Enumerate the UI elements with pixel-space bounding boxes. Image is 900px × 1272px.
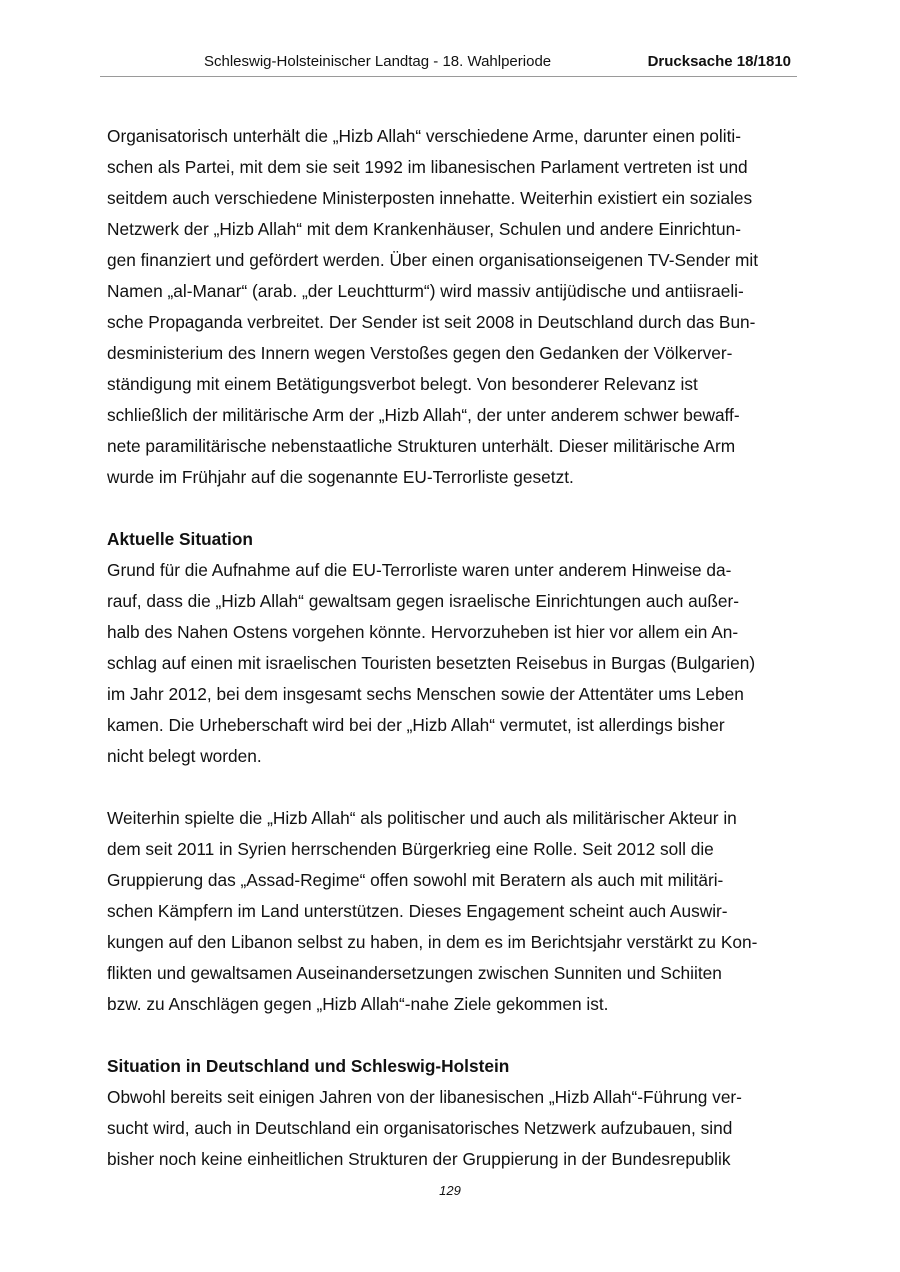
section-deutschland xyxy=(107,1051,797,1175)
text-line: Grund für die Aufnahme auf die EU-Terrorliste waren unter anderem Hinweise da- xyxy=(107,560,732,580)
paragraph-spacer xyxy=(107,1020,797,1051)
text-line: kungen auf den Libanon selbst zu haben, in dem es im Berichtsjahr verstärkt zu Kon- xyxy=(107,932,758,952)
text-line: Namen „al-Manar“ (arab. „der Leuchtturm“) wird massiv antijüdische und antiisraeli- xyxy=(107,281,744,301)
paragraph-syrien xyxy=(107,803,797,1020)
page-number: 129 xyxy=(439,1183,461,1198)
text-line: rauf, dass die „Hizb Allah“ gewaltsam gegen israelische Einrichtungen auch außer- xyxy=(107,591,740,611)
paragraph-organisation xyxy=(107,121,797,493)
section-aktuelle-situation xyxy=(107,524,797,772)
text-line: kamen. Die Urheberschaft wird bei der „Hizb Allah“ vermutet, ist allerdings bisher xyxy=(107,715,725,735)
text-line: Organisatorisch unterhält die „Hizb Allah“ verschiedene Arme, darunter einen politi- xyxy=(107,126,741,146)
paragraph-spacer xyxy=(107,493,797,524)
text-line: ständigung mit einem Betätigungsverbot belegt. Von besonderer Relevanz ist xyxy=(107,374,698,394)
page-header xyxy=(100,50,797,77)
text-line: Netzwerk der „Hizb Allah“ mit dem Krankenhäuser, Schulen und andere Einrichtun- xyxy=(107,219,741,239)
text-line: bzw. zu Anschlägen gegen „Hizb Allah“-nahe Ziele gekommen ist. xyxy=(107,994,609,1014)
text-line: im Jahr 2012, bei dem insgesamt sechs Menschen sowie der Attentäter ums Leben xyxy=(107,684,744,704)
text-line: schlag auf einen mit israelischen Touristen besetzten Reisebus in Burgas (Bulgarien) xyxy=(107,653,756,673)
text-line: nicht belegt worden. xyxy=(107,746,262,766)
text-line: halb des Nahen Ostens vorgehen könnte. Hervorzuheben ist hier vor allem ein An- xyxy=(107,622,739,642)
text-line: nete paramilitärische nebenstaatliche Strukturen unterhält. Dieser militärische Arm xyxy=(107,436,736,456)
text-line: schließlich der militärische Arm der „Hizb Allah“, der unter anderem schwer bewaff- xyxy=(107,405,740,425)
text-line: wurde im Frühjahr auf die sogenannte EU-Terrorliste gesetzt. xyxy=(107,467,574,487)
section-heading: Aktuelle Situation xyxy=(107,529,253,549)
section-heading: Situation in Deutschland und Schleswig-Holstein xyxy=(107,1056,510,1076)
header-title: Schleswig-Holsteinischer Landtag - 18. Wahlperiode xyxy=(204,53,552,70)
paragraph-spacer xyxy=(107,772,797,803)
text-line: Weiterhin spielte die „Hizb Allah“ als politischer und auch als militärischer Akteur in xyxy=(107,808,737,828)
text-line: bisher noch keine einheitlichen Strukturen der Gruppierung in der Bundesrepublik xyxy=(107,1149,731,1169)
text-line: dem seit 2011 in Syrien herrschenden Bürgerkrieg eine Rolle. Seit 2012 soll die xyxy=(107,839,714,859)
document-body xyxy=(107,121,797,1175)
text-line: flikten und gewaltsamen Auseinandersetzungen zwischen Sunniten und Schiiten xyxy=(107,963,722,983)
text-line: Gruppierung das „Assad-Regime“ offen sowohl mit Beratern als auch mit militäri- xyxy=(107,870,724,890)
text-line: gen finanziert und gefördert werden. Über einen organisationseigenen TV-Sender mit xyxy=(107,250,759,270)
document-number: Drucksache 18/1810 xyxy=(647,53,791,70)
text-line: schen Kämpfern im Land unterstützen. Dieses Engagement scheint auch Auswir- xyxy=(107,901,728,921)
text-line: desministerium des Innern wegen Verstoßes gegen den Gedanken der Völkerver- xyxy=(107,343,733,363)
text-line: seitdem auch verschiedene Ministerposten innehatte. Weiterhin existiert ein soziales xyxy=(107,188,753,208)
text-line: sucht wird, auch in Deutschland ein organisatorisches Netzwerk aufzubauen, sind xyxy=(107,1118,733,1138)
text-line: sche Propaganda verbreitet. Der Sender ist seit 2008 in Deutschland durch das Bun- xyxy=(107,312,756,332)
text-line: schen als Partei, mit dem sie seit 1992 im libanesischen Parlament vertreten ist und xyxy=(107,157,748,177)
text-line: Obwohl bereits seit einigen Jahren von der libanesischen „Hizb Allah“-Führung ver- xyxy=(107,1087,742,1107)
